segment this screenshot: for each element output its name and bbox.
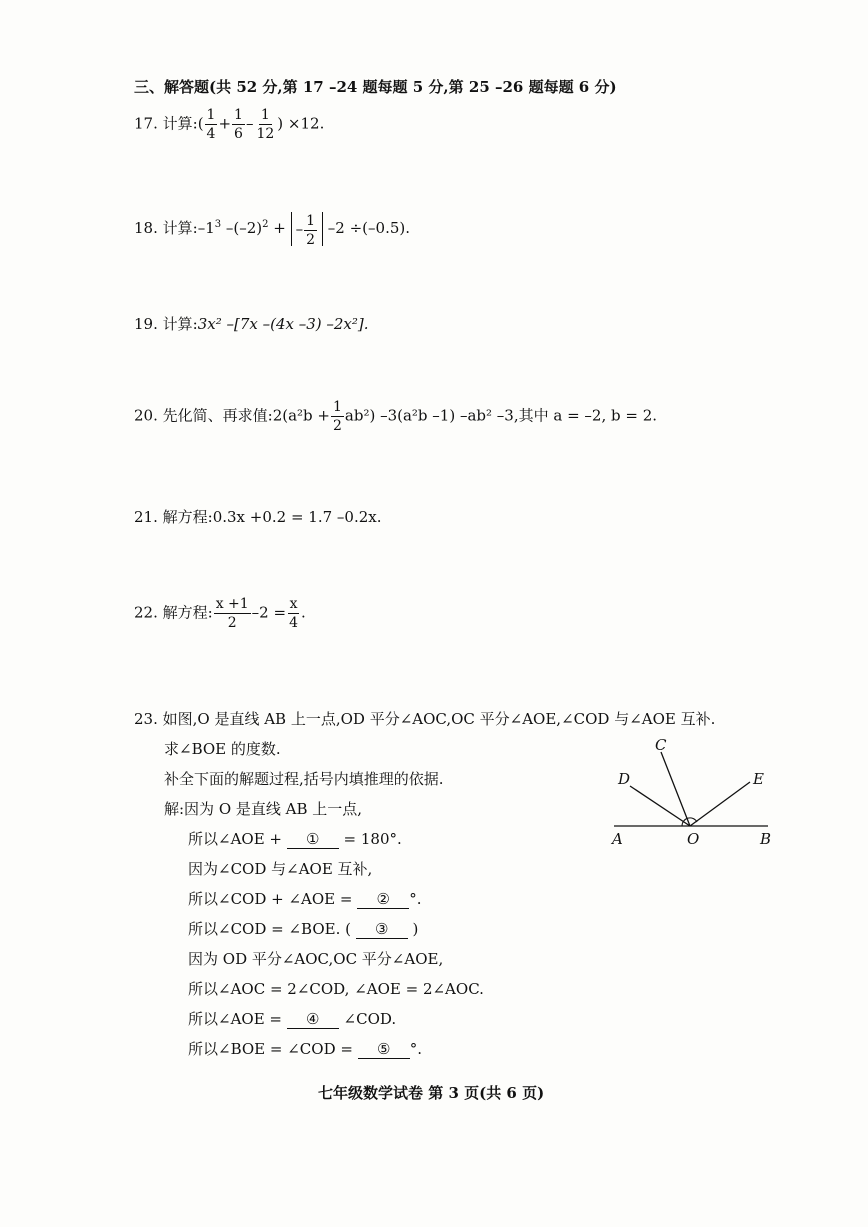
q23-step6: 所以∠AOC = 2∠COD, ∠AOE = 2∠AOC.	[188, 980, 484, 998]
q23-line3: 补全下面的解题过程,括号内填推理的依据.	[164, 770, 444, 788]
q17-f2-den: 6	[234, 126, 243, 142]
q22-f1-den: 2	[227, 615, 237, 631]
q21-expr: 0.3x +0.2 = 1.7 –0.2x.	[212, 508, 382, 526]
q18-f-den: 2	[306, 231, 316, 248]
q20-f-num: 1	[332, 399, 342, 415]
q23-step8-a: 所以∠BOE = ∠COD =	[188, 1040, 358, 1058]
answer-blank-3[interactable]: ③	[356, 920, 408, 939]
q20-f-den: 2	[332, 418, 342, 434]
q17-plus: +	[218, 114, 232, 133]
ray-od	[630, 786, 690, 826]
q23-line1: 23. 如图,O 是直线 AB 上一点,OD 平分∠AOC,OC 平分∠AOE,∠COD 与∠AOE 互补.	[134, 710, 716, 728]
q18-mid: –(–2)	[221, 219, 263, 237]
q22-prefix: 22. 解方程:	[134, 603, 213, 622]
q23-step1	[188, 828, 402, 849]
angle-figure	[600, 730, 790, 855]
q20-part-b: ab²) –3(a²b –1) –ab² –3,其中 a = –2, b = 2.	[344, 406, 658, 425]
question-18	[134, 212, 410, 246]
answer-blank-4[interactable]: ④	[287, 1010, 339, 1029]
q20-prefix: 20. 先化简、再求值:	[134, 406, 273, 425]
question-19	[134, 313, 369, 334]
q18-abs-value	[291, 212, 323, 246]
label-b: B	[760, 830, 772, 848]
q17-f2-num: 1	[234, 107, 243, 123]
section-heading: 三、解答题(共 52 分,第 17 –24 题每题 5 分,第 25 –26 题每题 6 分)	[134, 78, 617, 96]
q22-f2-den: 4	[289, 615, 298, 631]
q18-exp2: 2	[262, 219, 269, 230]
q22-frac-1	[214, 597, 251, 630]
q22-tail: .	[300, 603, 306, 622]
q18-abs-minus: –	[295, 220, 304, 238]
q18-tail: –2 ÷(–0.5).	[323, 219, 411, 237]
q17-prefix: 17. 计算:	[134, 114, 198, 133]
q23-step3-a: 所以∠COD + ∠AOE =	[188, 890, 358, 908]
q23-line4: 解:因为 O 是直线 AB 上一点,	[164, 800, 363, 818]
q23-line2: 求∠BOE 的度数.	[164, 740, 281, 758]
q22-f1-num: x +1	[215, 596, 249, 612]
q23-step1-a: 所以∠AOE +	[188, 830, 287, 848]
q23-step5: 因为 OD 平分∠AOC,OC 平分∠AOE,	[188, 950, 444, 968]
q22-f2-num: x	[289, 596, 298, 612]
answer-blank-5[interactable]: ⑤	[358, 1040, 410, 1059]
q23-step4-a: 所以∠COD = ∠BOE. (	[188, 920, 356, 938]
q18-plus: +	[268, 219, 291, 237]
ray-oc	[661, 752, 690, 826]
q20-part-a: 2(a²b +	[272, 406, 330, 425]
q20-frac	[331, 400, 344, 433]
q23-step7	[188, 1008, 396, 1029]
question-21	[134, 506, 382, 527]
q18-lead: –1	[197, 219, 215, 237]
q17-f1-num: 1	[206, 107, 216, 123]
q17-f3-num: 1	[260, 107, 270, 123]
label-o: O	[687, 830, 700, 848]
q21-prefix: 21. 解方程:	[134, 508, 213, 526]
question-20	[134, 400, 657, 433]
q17-paren: (	[197, 114, 204, 133]
page-footer: 七年级数学试卷 第 3 页(共 6 页)	[318, 1084, 545, 1102]
q23-step3-b: °.	[409, 890, 422, 908]
q17-frac-3	[254, 108, 276, 141]
q18-prefix: 18. 计算:	[134, 219, 198, 237]
q23-step7-b: ∠COD.	[338, 1010, 397, 1028]
q23-step7-a: 所以∠AOE =	[188, 1010, 287, 1028]
q23-step8	[188, 1038, 422, 1059]
question-22	[134, 597, 306, 630]
q18-exp3: 3	[214, 219, 222, 230]
q23-step2: 因为∠COD 与∠AOE 互补,	[188, 860, 373, 878]
ray-oe	[690, 782, 750, 826]
q23-step8-b: °.	[409, 1040, 422, 1058]
answer-blank-1[interactable]: ①	[287, 830, 339, 849]
label-a: A	[612, 830, 623, 848]
q23-step4	[188, 918, 418, 939]
label-d: D	[618, 770, 631, 788]
q23-step1-b: = 180°.	[338, 830, 402, 848]
q17-minus: –	[245, 114, 254, 133]
q19-prefix: 19. 计算:	[134, 315, 198, 333]
q19-expr: 3x² –[7x –(4x –3) –2x²].	[197, 315, 369, 333]
label-c: C	[655, 736, 667, 754]
q22-mid: –2 =	[251, 603, 287, 622]
answer-blank-2[interactable]: ②	[357, 890, 409, 909]
q17-f3-den: 12	[256, 126, 275, 142]
q17-frac-2	[232, 108, 245, 141]
q22-frac-2	[287, 597, 300, 630]
q18-frac	[304, 214, 317, 247]
q17-f1-den: 4	[206, 126, 216, 142]
q23-step3	[188, 888, 422, 909]
q23-step4-b: )	[407, 920, 419, 938]
q18-f-num: 1	[306, 212, 316, 229]
question-17	[134, 108, 324, 141]
q17-frac-1	[205, 108, 218, 141]
q17-tail: ) ×12.	[277, 114, 325, 133]
label-e: E	[753, 770, 764, 788]
